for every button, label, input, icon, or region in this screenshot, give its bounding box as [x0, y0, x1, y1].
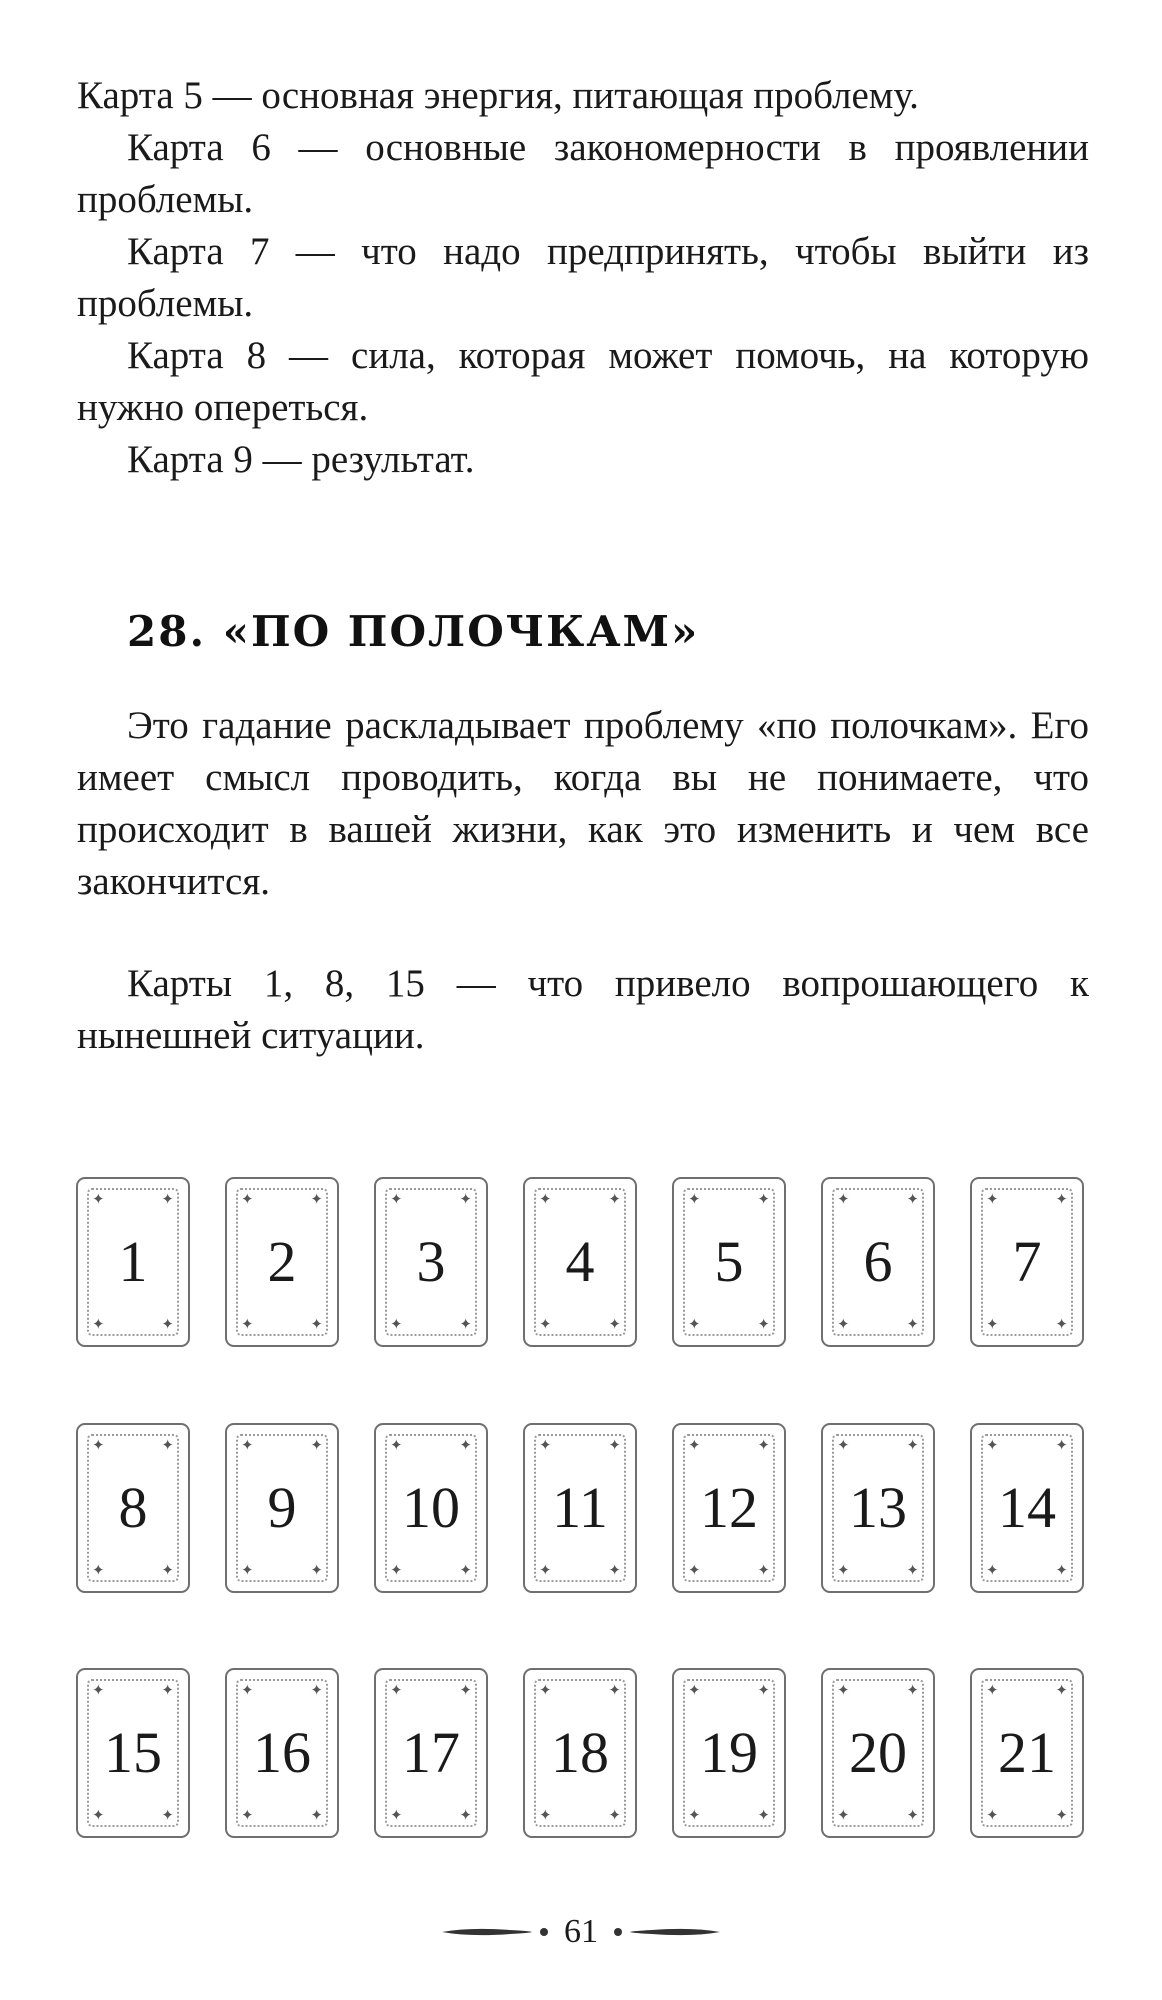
corner-star-icon: ✦	[608, 1436, 621, 1454]
corner-star-icon: ✦	[906, 1436, 919, 1454]
corner-star-icon: ✦	[310, 1190, 323, 1208]
corner-star-icon: ✦	[459, 1681, 472, 1699]
corner-star-icon: ✦	[986, 1681, 999, 1699]
corner-star-icon: ✦	[757, 1190, 770, 1208]
corner-star-icon: ✦	[459, 1315, 472, 1333]
corner-star-icon: ✦	[1055, 1315, 1068, 1333]
card-number: 1	[118, 1229, 148, 1294]
corner-star-icon: ✦	[837, 1315, 850, 1333]
card-position	[672, 1423, 786, 1593]
corner-star-icon: ✦	[986, 1190, 999, 1208]
card-number: 12	[700, 1475, 758, 1540]
section-heading: 28. «ПО ПОЛОЧКАМ»	[127, 607, 700, 656]
corner-star-icon: ✦	[539, 1561, 552, 1579]
corner-star-icon: ✦	[241, 1315, 254, 1333]
cards-note-paragraph: Карты 1, 8, 15 — что привело вопрошающего к нынешней ситуации.	[77, 962, 1089, 1057]
corner-star-icon: ✦	[310, 1681, 323, 1699]
corner-star-icon: ✦	[837, 1436, 850, 1454]
card-position	[76, 1423, 190, 1593]
card-number: 19	[700, 1720, 758, 1785]
corner-star-icon: ✦	[161, 1561, 174, 1579]
card-position	[821, 1177, 935, 1347]
corner-star-icon: ✦	[92, 1561, 105, 1579]
card-position	[970, 1668, 1084, 1838]
card-number: 13	[849, 1475, 907, 1540]
card-number: 9	[267, 1475, 297, 1540]
corner-star-icon: ✦	[539, 1190, 552, 1208]
corner-star-icon: ✦	[161, 1681, 174, 1699]
corner-star-icon: ✦	[906, 1190, 919, 1208]
corner-star-icon: ✦	[459, 1806, 472, 1824]
page-number: 61	[564, 1913, 598, 1950]
corner-star-icon: ✦	[390, 1315, 403, 1333]
card-position	[225, 1177, 339, 1347]
card-number: 18	[551, 1720, 609, 1785]
corner-star-icon: ✦	[757, 1681, 770, 1699]
corner-star-icon: ✦	[459, 1436, 472, 1454]
corner-star-icon: ✦	[1055, 1806, 1068, 1824]
card-number: 20	[849, 1720, 907, 1785]
corner-star-icon: ✦	[539, 1315, 552, 1333]
corner-star-icon: ✦	[906, 1315, 919, 1333]
paragraph-card-5: Карта 5 — основная энергия, питающая проблему.	[77, 74, 919, 117]
corner-star-icon: ✦	[688, 1436, 701, 1454]
corner-star-icon: ✦	[161, 1315, 174, 1333]
corner-star-icon: ✦	[310, 1806, 323, 1824]
corner-star-icon: ✦	[837, 1561, 850, 1579]
card-number: 5	[714, 1229, 744, 1294]
corner-star-icon: ✦	[459, 1190, 472, 1208]
left-ornament-icon	[440, 1926, 550, 1938]
card-number: 11	[552, 1475, 608, 1540]
corner-star-icon: ✦	[390, 1806, 403, 1824]
corner-star-icon: ✦	[161, 1436, 174, 1454]
corner-star-icon: ✦	[390, 1681, 403, 1699]
page-footer	[0, 1908, 1162, 1956]
corner-star-icon: ✦	[837, 1681, 850, 1699]
corner-star-icon: ✦	[906, 1561, 919, 1579]
paragraph-card-7: Карта 7 — что надо предпринять, чтобы выйти из проблемы.	[77, 230, 1089, 325]
card-position	[523, 1668, 637, 1838]
corner-star-icon: ✦	[1055, 1190, 1068, 1208]
corner-star-icon: ✦	[539, 1436, 552, 1454]
corner-star-icon: ✦	[241, 1436, 254, 1454]
card-number: 8	[118, 1475, 148, 1540]
card-number: 3	[416, 1229, 446, 1294]
corner-star-icon: ✦	[986, 1315, 999, 1333]
card-number: 14	[998, 1475, 1056, 1540]
paragraph-card-9: Карта 9 — результат.	[127, 438, 475, 481]
card-position	[672, 1668, 786, 1838]
corner-star-icon: ✦	[688, 1806, 701, 1824]
card-number: 7	[1012, 1229, 1042, 1294]
card-position	[821, 1423, 935, 1593]
corner-star-icon: ✦	[608, 1315, 621, 1333]
card-position	[821, 1668, 935, 1838]
card-position	[225, 1423, 339, 1593]
card-number: 17	[402, 1720, 460, 1785]
card-position	[523, 1177, 637, 1347]
corner-star-icon: ✦	[92, 1190, 105, 1208]
corner-star-icon: ✦	[241, 1190, 254, 1208]
card-position	[970, 1177, 1084, 1347]
corner-star-icon: ✦	[608, 1806, 621, 1824]
card-position	[374, 1668, 488, 1838]
corner-star-icon: ✦	[757, 1561, 770, 1579]
corner-star-icon: ✦	[757, 1436, 770, 1454]
intro-paragraph: Это гадание раскладывает проблему «по полочкам». Его имеет смысл проводить, когда вы не понимаете, что происходит в вашей жизни, как это изменить и чем все закончится.	[77, 704, 1089, 903]
corner-star-icon: ✦	[241, 1561, 254, 1579]
corner-star-icon: ✦	[310, 1315, 323, 1333]
paragraph-card-8: Карта 8 — сила, которая может помочь, на которую нужно опереться.	[77, 334, 1089, 429]
corner-star-icon: ✦	[459, 1561, 472, 1579]
corner-star-icon: ✦	[310, 1436, 323, 1454]
corner-star-icon: ✦	[539, 1681, 552, 1699]
card-number: 4	[565, 1229, 595, 1294]
card-position	[76, 1177, 190, 1347]
corner-star-icon: ✦	[1055, 1436, 1068, 1454]
corner-star-icon: ✦	[688, 1190, 701, 1208]
right-ornament-icon	[612, 1926, 722, 1938]
corner-star-icon: ✦	[757, 1315, 770, 1333]
card-position	[523, 1423, 637, 1593]
corner-star-icon: ✦	[688, 1681, 701, 1699]
corner-star-icon: ✦	[92, 1681, 105, 1699]
corner-star-icon: ✦	[1055, 1681, 1068, 1699]
card-number: 10	[402, 1475, 460, 1540]
card-position	[374, 1423, 488, 1593]
corner-star-icon: ✦	[837, 1806, 850, 1824]
corner-star-icon: ✦	[92, 1315, 105, 1333]
corner-star-icon: ✦	[310, 1561, 323, 1579]
card-number: 6	[863, 1229, 893, 1294]
corner-star-icon: ✦	[688, 1315, 701, 1333]
corner-star-icon: ✦	[390, 1561, 403, 1579]
card-position	[76, 1668, 190, 1838]
corner-star-icon: ✦	[1055, 1561, 1068, 1579]
corner-star-icon: ✦	[92, 1436, 105, 1454]
card-number: 16	[253, 1720, 311, 1785]
corner-star-icon: ✦	[390, 1190, 403, 1208]
corner-star-icon: ✦	[986, 1436, 999, 1454]
corner-star-icon: ✦	[161, 1806, 174, 1824]
corner-star-icon: ✦	[608, 1561, 621, 1579]
corner-star-icon: ✦	[986, 1561, 999, 1579]
corner-star-icon: ✦	[757, 1806, 770, 1824]
card-position	[225, 1668, 339, 1838]
card-number: 21	[998, 1720, 1056, 1785]
corner-star-icon: ✦	[608, 1190, 621, 1208]
corner-star-icon: ✦	[241, 1806, 254, 1824]
corner-star-icon: ✦	[906, 1806, 919, 1824]
card-position	[672, 1177, 786, 1347]
corner-star-icon: ✦	[906, 1681, 919, 1699]
card-position	[374, 1177, 488, 1347]
corner-star-icon: ✦	[539, 1806, 552, 1824]
corner-star-icon: ✦	[161, 1190, 174, 1208]
card-number: 2	[267, 1229, 297, 1294]
paragraph-card-6: Карта 6 — основные закономерности в проявлении проблемы.	[77, 126, 1089, 221]
card-position	[970, 1423, 1084, 1593]
corner-star-icon: ✦	[986, 1806, 999, 1824]
corner-star-icon: ✦	[241, 1681, 254, 1699]
corner-star-icon: ✦	[688, 1561, 701, 1579]
corner-star-icon: ✦	[390, 1436, 403, 1454]
corner-star-icon: ✦	[92, 1806, 105, 1824]
corner-star-icon: ✦	[837, 1190, 850, 1208]
card-number: 15	[104, 1720, 162, 1785]
corner-star-icon: ✦	[608, 1681, 621, 1699]
